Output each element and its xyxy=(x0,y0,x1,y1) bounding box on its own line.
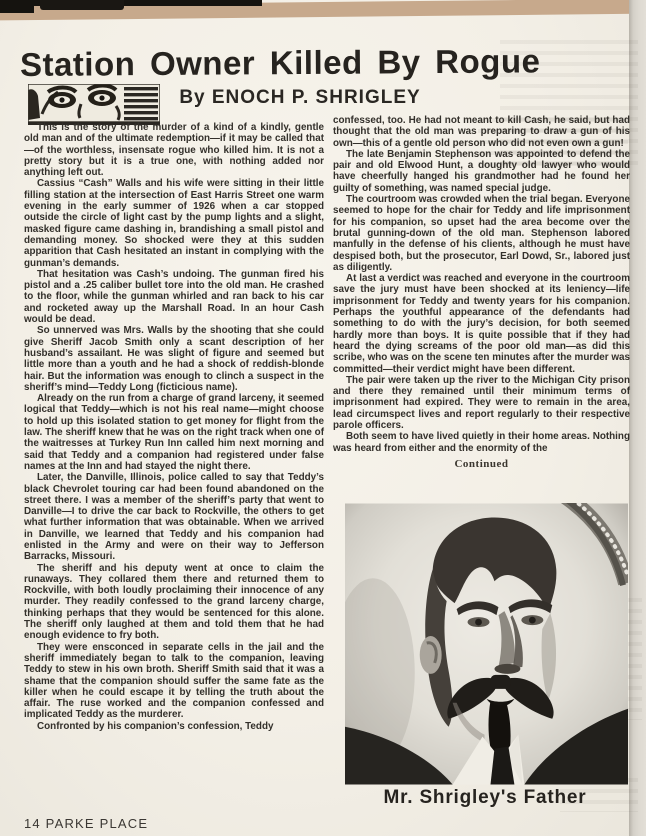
scanner-shadow xyxy=(0,0,34,13)
paragraph: The sheriff and his deputy went at once to claim the runaways. They collared them there and returned them to Rockville, with both loudly proclaiming their innocence of any murder. They readily confessed to the grand larceny charge, thinking perhaps that they would be sentenced for this alone. The sheriff only laughed at them and told them that he had enough evidence to fry both. xyxy=(24,562,324,642)
paragraph: That hesitation was Cash’s undoing. The gunman fired his pistol and a .25 caliber bullet tore into the old man. He crashed to the floor, while the gunman whirled and ran back to his car and rocketed away up the Marshall Road. In an hour Cash would be dead. xyxy=(24,268,324,326)
masked-eyes-illustration-icon xyxy=(28,84,160,125)
paragraph: So unnerved was Mrs. Walls by the shooting that she could give Sheriff Jacob Smith only a scant description of her husband’s assailant. He was slight of figure and seemed but little more than a youth and he had a shock of reddish-blonde hair. But the information was enough to clinch a suspect in the sheriff’s mind—Teddy Long (ficticious name). xyxy=(24,325,324,393)
paragraph: Cassius “Cash” Walls and his wife were sitting in their little filling station at the intersection of East Harris Street one warm evening in the early summer of 1926 when a car stopped outside the circle of light cast by the pump lights and a slight, masked figure came dashing in, brandishing a small pistol and demanding money. So shocked were they at this sudden apparition that Cash hesitated an instant in complying with the gunman’s demands. xyxy=(24,178,324,269)
paragraph: Both seem to have lived quietly in their home areas. Nothing was heard from either and the enormity of the xyxy=(333,431,630,454)
paragraph: The courtroom was crowded when the trial began. Everyone seemed to hope for the chair for Teddy and life imprisonment for his companion, so upset had the area become over the brutal gunning-down of the old man. Stephenson labored manfully in the defense of his clients, although he must have despised both, but the prosecutor, Earl Dowd, Sr., labored just as diligently. xyxy=(333,194,630,273)
page-footer: 14 PARKE PLACE xyxy=(24,816,149,831)
paragraph: Confronted by his companion’s confession, Teddy xyxy=(37,720,274,732)
paragraph: Already on the run from a charge of grand larceny, it seemed logical that Teddy—which is not his real name—might choose to hold up this isolated station to get money for flight from the law. The sheriff knew that he was on the right track when one of the waitresses at Turkey Run Inn called him next morning and said that Teddy and a companion had registered under false names at the Inn and had stayed the night there. xyxy=(24,393,324,472)
portrait-of-man-illustration xyxy=(345,503,628,785)
paragraph: The late Benjamin Stephenson was appointed to defend the pair and old Elwood Hunt, a doughty old lawyer who would have cheerfully hanged his grandmother had he found her guilty of something, was named special judge. xyxy=(333,148,630,194)
paragraph: The pair were taken up the river to the Michigan City prison and there they remained until their minimum terms of imprisonment had expired. They were to remain in the area, lead circumspect lives and report regularly to their respective parole officers. xyxy=(333,374,630,432)
left-column xyxy=(24,122,324,732)
page-title: Station Owner Killed By Rogue xyxy=(19,42,541,83)
paragraph: They were ensconced in separate cells in the jail and the sheriff immediately began to talk to the companion, leaving Teddy to stew in his own broth. Sheriff Smith said that it was a shame that the companion should suffer the same fate as the killer when he could escape it by telling the truth about the affair. The ruse worked and the companion confessed and implicated Teddy as the murderer. xyxy=(24,641,324,721)
portrait-photo xyxy=(345,503,628,785)
paragraph: Later, the Danville, Illinois, police called to say that Teddy’s black Chevrolet touring car had been found abandoned on the street there. I was a member of the sheriff’s party that went to Danville—I to drive the car back to Rockville, the others to get what further information that was obtainable. When we arrived in Danville, we learned that Teddy and his companion had enlisted in the Army and were on their way to Jefferson Barracks, Missouri. xyxy=(24,472,324,563)
continued-label: Continued xyxy=(454,457,509,470)
scanner-shadow xyxy=(40,0,124,10)
byline: By ENOCH P. SHRIGLEY xyxy=(179,87,421,108)
photo-caption: Mr. Shrigley's Father xyxy=(383,787,587,808)
paragraph: At last a verdict was reached and everyone in the courtroom save the jury must have been shocked at its leniency—life imprisonment for Teddy and twenty years for his companion. Perhaps the youthful appearance of the defendants had something to do with the jury’s decision, for both seemed hardly more than boys. It is quite possible that if they had heard the dying screams of the poor old man—as did this scribe, who was on the scene ten minutes after the murder was committed—their verdict might have been different. xyxy=(333,273,630,375)
right-column xyxy=(333,115,630,470)
paragraph: confessed, too. He had not meant to kill Cash, he said, but had thought that the old man was preparing to draw a gun of his own—this of a gentle old person who did not even own a gun! xyxy=(333,115,630,149)
paragraph: This is the story of the murder of a kind of a kindly, gentle old man and of the ultimate redemption—if it may be called that—of the worthless, insensate rogue who killed him. It is not a pretty story but it is a true one, with nothing added nor anything left out. xyxy=(24,122,324,179)
